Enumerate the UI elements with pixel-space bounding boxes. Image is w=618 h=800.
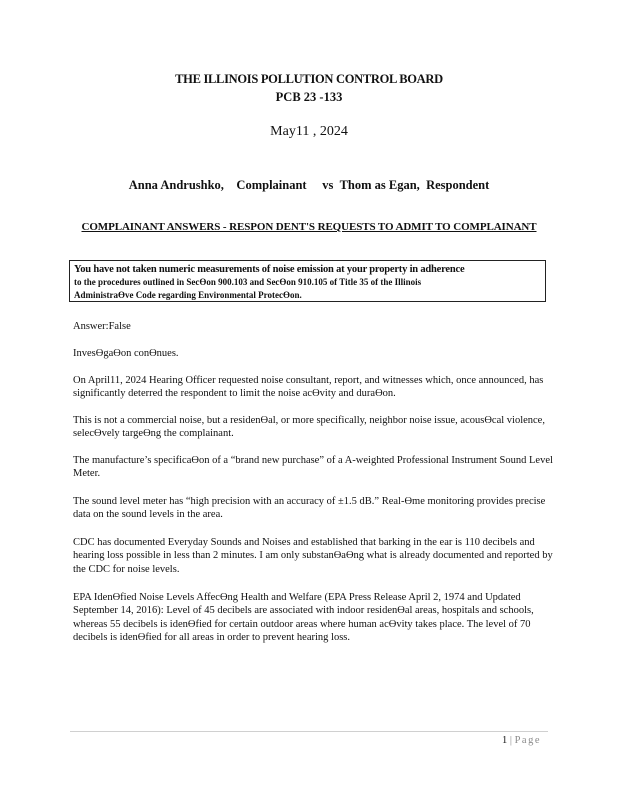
page-number: 1: [501, 735, 508, 746]
board-name: THE ILLINOIS POLLUTION CONTROL BOARD: [175, 72, 443, 86]
paragraph-5: The sound level meter has “high precision with an accuracy of ±1.5 dB.” Real-Ɵme monitoring provides precise data on the sound levels in the area.: [73, 496, 546, 521]
request-box: [69, 260, 546, 302]
respondent-role: Respondent: [426, 178, 490, 192]
complainant-role: Complainant: [236, 178, 307, 192]
paragraph-3: This is not a commercial noise, but a residenƟal, or more specifically, neighbor noise issue, acousƟcal violence, selecƟvely targeƟng the complainant.: [73, 415, 545, 440]
respondent-name: Thom as Egan,: [339, 178, 420, 192]
request-line-2: to the procedures outlined in SecƟon 900.103 and SecƟon 910.105 of Title 35 of the Illinois: [74, 277, 422, 287]
footer-separator: |: [509, 735, 512, 746]
document-date: May11 , 2024: [270, 124, 348, 139]
paragraph-6: CDC has documented Everyday Sounds and Noises and established that barking in the ear is 110 decibels and hearing loss possible in less than 2 minutes. I am only substanƟaƟng what is already documented and reported by the CDC for noise levels.: [73, 537, 553, 575]
request-line-3: AdministraƟve Code regarding Environmental ProtecƟon.: [74, 290, 302, 300]
document-title: COMPLAINANT ANSWERS - RESPON DENT'S REQUESTS TO ADMIT TO COMPLAINANT: [81, 221, 537, 233]
paragraph-2: On April11, 2024 Hearing Officer requested noise consultant, report, and witnesses which, once announced, has significantly deterred the respondent to limit the noise acƟvity and duraƟon.: [73, 375, 544, 400]
answer-text: Answer:False: [73, 321, 131, 332]
paragraph-4: The manufacture’s specificaƟon of a “brand new purchase” of a A-weighted Professional Instrument Sound Level Meter.: [73, 455, 553, 480]
page-label: Page: [514, 735, 541, 746]
page-footer: [0, 735, 541, 746]
paragraph-7: EPA IdenƟfied Noise Levels AffecƟng Health and Welfare (EPA Press Release April 2, 1974 and Updated September 14, 2016): Level of 45 decibels are associated with indoor residenƟal areas, hospitals and schools, whereas 55 decibels is idenƟfied for certain outdoor areas where human acƟvity takes place. The level of 70 decibels is idenƟfied for all areas in order to prevent hearing loss.: [73, 592, 534, 644]
request-line-1: You have not taken numeric measurements of noise emission at your property in adherence: [74, 264, 465, 275]
complainant-name: Anna Andrushko,: [128, 178, 224, 192]
paragraph-1: InvesƟgaƟon conƟnues.: [73, 348, 179, 359]
case-parties: [0, 178, 618, 193]
footer-divider: [70, 731, 548, 732]
versus-label: vs: [322, 178, 334, 192]
case-number: PCB 23 -133: [275, 90, 343, 104]
